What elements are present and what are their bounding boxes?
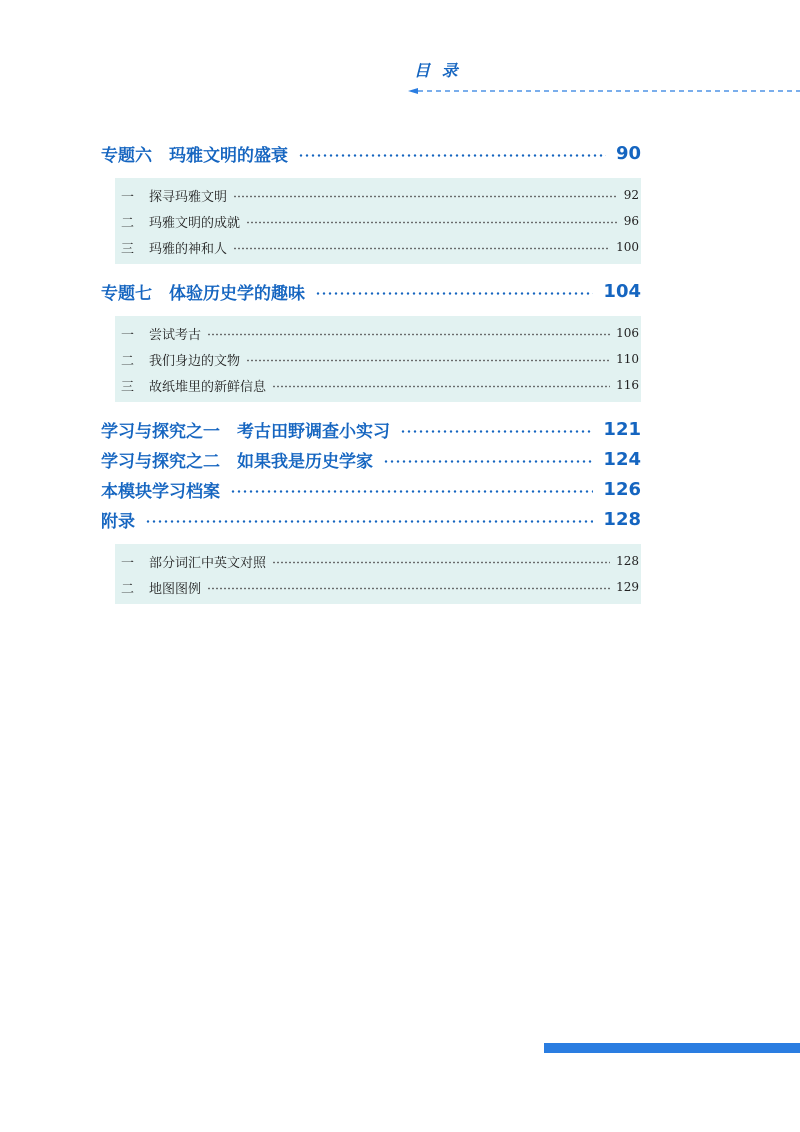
- chapter-entry[interactable]: [101, 474, 641, 504]
- section-page-number: 116: [616, 378, 639, 392]
- chapter-page-number: 126: [603, 478, 641, 500]
- section-number: 二: [121, 581, 135, 597]
- chapter-title: 学习与探究之一 考古田野调查小实习: [101, 421, 390, 442]
- chapter-page-number: 90: [615, 142, 641, 164]
- chapter-page-number: 124: [603, 448, 641, 470]
- section-page-number: 128: [616, 554, 639, 568]
- dot-leader: [230, 490, 593, 493]
- section-number: 一: [121, 327, 135, 343]
- section-page-number: 106: [616, 326, 639, 340]
- bottom-accent-bar: [544, 1043, 800, 1053]
- table-of-contents: [101, 138, 641, 616]
- section-page-number: 92: [623, 188, 639, 202]
- section-entry[interactable]: [115, 346, 641, 372]
- dot-leader: [383, 460, 593, 463]
- dot-leader: [315, 292, 593, 295]
- section-list: [115, 178, 641, 264]
- chapter-entry[interactable]: [101, 138, 641, 168]
- chapter-page-number: 128: [603, 508, 641, 530]
- dot-leader: [400, 430, 593, 433]
- chapter-title: 附录: [101, 511, 135, 532]
- section-page-number: 96: [623, 214, 639, 228]
- section-entry[interactable]: [115, 182, 641, 208]
- dot-leader: [246, 221, 618, 224]
- section-page-number: 110: [616, 352, 639, 366]
- chapter-entry[interactable]: [101, 444, 641, 474]
- section-title: 探寻玛雅文明: [149, 189, 228, 205]
- dot-leader: [298, 154, 606, 157]
- section-entry[interactable]: [115, 208, 641, 234]
- section-number: 三: [121, 241, 135, 257]
- section-title: 我们身边的文物: [149, 353, 241, 369]
- section-title: 地图图例: [149, 581, 202, 597]
- dot-leader: [246, 359, 610, 362]
- section-list: [115, 316, 641, 402]
- dot-leader: [272, 561, 610, 564]
- section-title: 故纸堆里的新鲜信息: [149, 379, 267, 395]
- section-entry[interactable]: [115, 320, 641, 346]
- header-rule: [408, 88, 800, 94]
- section-entry[interactable]: [115, 548, 641, 574]
- section-number: 二: [121, 215, 135, 231]
- chapter-page-number: 104: [603, 280, 641, 302]
- page-header-title: 目 录: [414, 61, 461, 80]
- dot-leader: [207, 333, 610, 336]
- section-page-number: 100: [616, 240, 639, 254]
- section-number: 三: [121, 379, 135, 395]
- dot-leader: [233, 195, 618, 198]
- section-title: 玛雅文明的成就: [149, 215, 241, 231]
- section-list: [115, 544, 641, 604]
- section-entry[interactable]: [115, 234, 641, 260]
- dot-leader: [272, 385, 610, 388]
- section-number: 二: [121, 353, 135, 369]
- chapter-entry[interactable]: [101, 504, 641, 534]
- chapter-title: 本模块学习档案: [101, 481, 220, 502]
- section-page-number: 129: [616, 580, 639, 594]
- chapter-entry[interactable]: [101, 276, 641, 306]
- section-entry[interactable]: [115, 574, 641, 600]
- section-number: 一: [121, 189, 135, 205]
- dot-leader: [207, 587, 610, 590]
- chapter-page-number: 121: [603, 418, 641, 440]
- dot-leader: [145, 520, 593, 523]
- section-title: 尝试考古: [149, 327, 202, 343]
- dot-leader: [233, 247, 610, 250]
- section-title: 部分词汇中英文对照: [149, 555, 267, 571]
- chapter-title: 学习与探究之二 如果我是历史学家: [101, 451, 373, 472]
- chapter-entry[interactable]: [101, 414, 641, 444]
- section-number: 一: [121, 555, 135, 571]
- chapter-title: 专题七 体验历史学的趣味: [101, 283, 305, 304]
- section-title: 玛雅的神和人: [149, 241, 228, 257]
- chapter-title: 专题六 玛雅文明的盛衰: [101, 145, 288, 166]
- section-entry[interactable]: [115, 372, 641, 398]
